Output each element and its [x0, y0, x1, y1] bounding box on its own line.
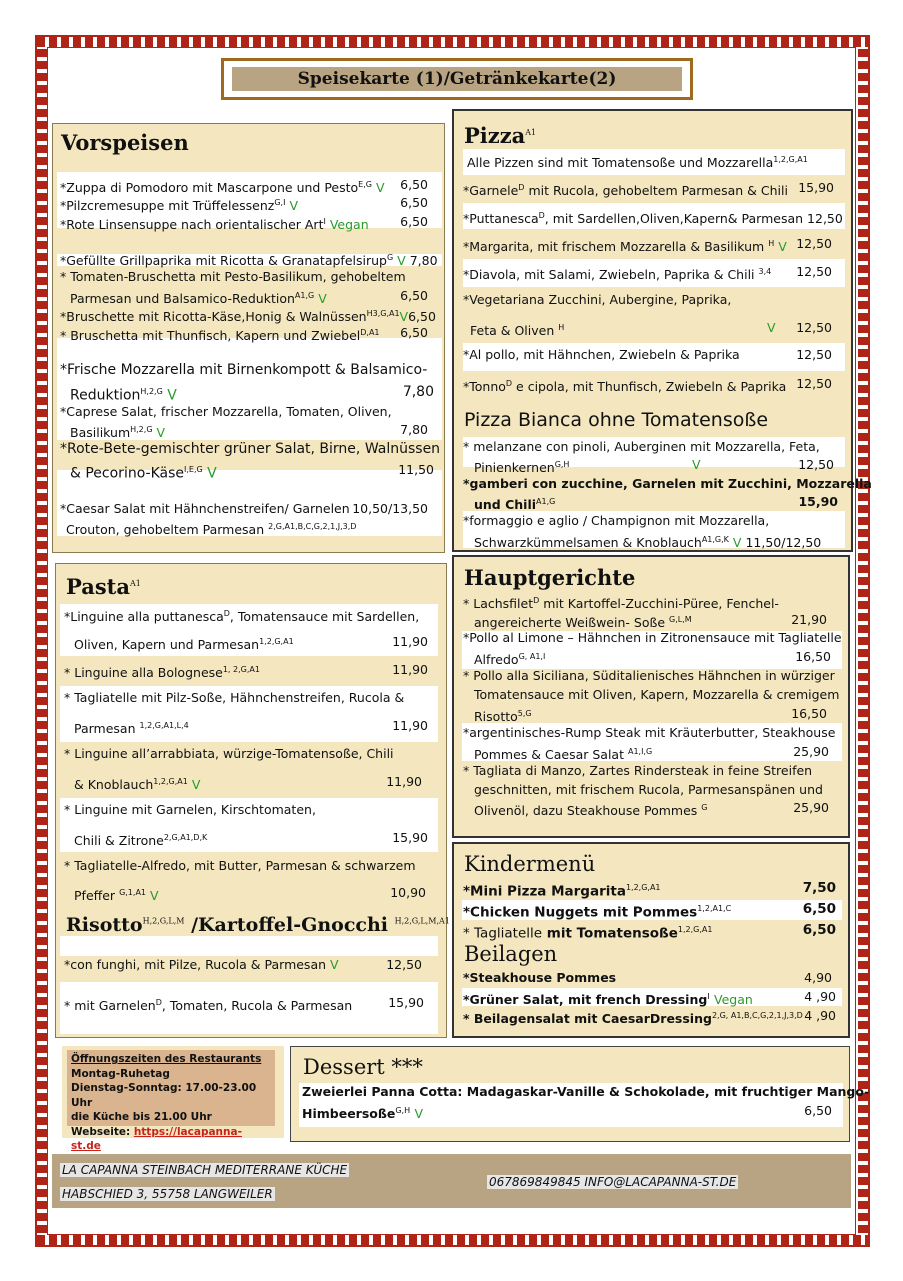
vor-item-2: *Pilzcremesuppe mit Trüffelessenz	[60, 198, 275, 214]
dessert-heading: Dessert ***	[303, 1055, 423, 1079]
vor-item-7: * Bruschetta mit Thunfisch, Kapern und Zwiebel	[60, 328, 361, 344]
vor-item-8a: *Frische Mozzarella mit Birnenkompott & Balsamico-	[60, 362, 428, 378]
vor-item-11b: Crouton, gehobeltem Parmesan	[66, 522, 265, 538]
website-link[interactable]: https://lacapanna-st.de	[71, 1125, 242, 1152]
pizza-heading: Pizza	[464, 123, 526, 148]
vorspeisen-heading: Vorspeisen	[61, 130, 189, 155]
pizza-intro: Alle Pizzen sind mit Tomatensoße und Mozzarella	[467, 155, 774, 171]
vor-item-4: *Gefüllte Grillpaprika mit Ricotta & Granatapfelsirup	[60, 253, 387, 269]
vor-item-11a: *Caesar Salat mit Hähnchenstreifen/ Garnelen	[60, 501, 350, 516]
vor-item-3: *Rote Linsensuppe nach orientalischer Art	[60, 217, 324, 233]
hours-panel	[62, 1046, 284, 1152]
vor-item-9a: *Caprese Salat, frischer Mozzarella, Tomaten, Oliven,	[60, 404, 392, 419]
vor-item-1: *Zuppa di Pomodoro mit Mascarpone und Pesto	[60, 180, 359, 196]
footer-name: LA CAPANNA STEINBACH MEDITERRANE KÜCHE	[62, 1163, 348, 1177]
footer	[52, 1154, 851, 1208]
vor-item-10a: *Rote-Bete-gemischter grüner Salat, Birne, Walnüssen	[60, 441, 441, 457]
vor-item-5b: Parmesan und Balsamico-Reduktion	[70, 291, 295, 307]
footer-contact: 067869849845 INFO@LACAPANNA-ST.DE	[489, 1175, 737, 1189]
hours-title: Öffnungszeiten des Restaurants	[71, 1053, 262, 1065]
kinder-heading: Kindermenü	[464, 852, 596, 876]
footer-address: HABSCHIED 3, 55758 LANGWEILER	[62, 1187, 273, 1201]
pizza-bianca-heading: Pizza Bianca ohne Tomatensoße	[464, 409, 769, 431]
title-box	[221, 58, 693, 100]
vor-item-10b: & Pecorino-Käse	[70, 465, 185, 482]
vor-item-9b: Basilikum	[70, 425, 131, 441]
haupt-heading: Hauptgerichte	[464, 565, 636, 590]
beilagen-heading: Beilagen	[464, 942, 558, 966]
pasta-panel: Pasta$^{A1}$ Risotto$^{H,2,G,L,M}$ /Kartoffel-Gnocchi $^{H,2,G,L,M,A1}$	[55, 563, 447, 1038]
pizza-panel: Pizza$^{A1}$ Pizza Bianca ohne Tomatensoße	[452, 109, 853, 552]
vor-item-8b: Reduktion	[70, 387, 141, 404]
vor-item-6: *Bruschette mit Ricotta-Käse,Honig & Walnüssen	[60, 309, 367, 325]
hours-box: Öffnungszeiten des Restaurants Montag-Ruhetag Dienstag-Sonntag: 17.00-23.00 Uhr die Küche bis 21.00 Uhr Webseite: https://lacapanna-st.de	[67, 1050, 275, 1126]
page-title: Speisekarte (1)/Getränkekarte(2)	[232, 67, 682, 91]
vor-item-5a: * Tomaten-Bruschetta mit Pesto-Basilikum, gehobeltem	[60, 269, 406, 284]
pasta-heading: Pasta	[66, 574, 130, 599]
